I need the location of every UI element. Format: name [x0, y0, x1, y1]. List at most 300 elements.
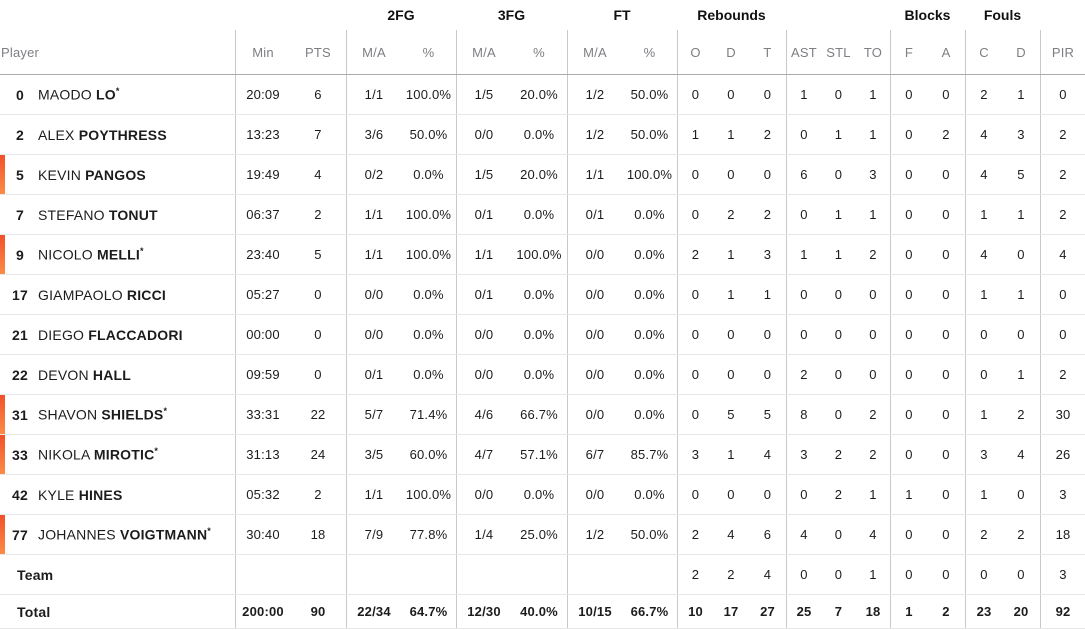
jersey-number: 31: [12, 406, 28, 423]
stat-pts: [290, 555, 346, 594]
stat-ftp: 0.0%: [634, 287, 665, 302]
stat-pts: 2: [314, 487, 322, 502]
stat-to: 1: [869, 207, 877, 222]
stat-rt: 0: [763, 327, 772, 342]
player-first-name: SHAVON: [38, 406, 98, 423]
stat-pts: 22: [310, 407, 326, 422]
stat-ro: 0: [677, 355, 713, 394]
stat-pir: 2: [1040, 155, 1085, 194]
player-first-name: DIEGO: [38, 326, 85, 343]
player-row[interactable]: [0, 315, 1085, 355]
group-spacer: [1040, 0, 1085, 30]
stat-ro: 3: [677, 435, 713, 474]
stat-ftp: 50.0%: [630, 87, 669, 102]
player-last-name: HALL: [92, 366, 132, 383]
stat-ftp: 50.0%: [630, 127, 669, 142]
stat-fg2p: 77.8%: [409, 527, 448, 542]
stat-ba: 0: [942, 567, 950, 582]
stat-pir: 18: [1040, 515, 1085, 554]
stat-min: 05:32: [235, 475, 290, 514]
stat-fg3p: 20.0%: [520, 167, 558, 182]
total-row-label-cell: [0, 595, 235, 628]
stat-stl: 2: [834, 447, 843, 462]
stat-stl: 1: [834, 127, 843, 142]
col-header-blk-a: A: [941, 44, 951, 60]
stat-ba: 2: [942, 604, 950, 619]
stat-ro: 0: [677, 275, 713, 314]
stat-fd: 20: [1013, 604, 1029, 619]
stat-fg3p: 57.1%: [520, 447, 558, 462]
stat-ftp: 100.0%: [626, 167, 673, 182]
player-first-name: NICOLO: [38, 246, 93, 263]
stat-fd: 0: [1017, 487, 1025, 502]
stat-rd: 4: [727, 527, 735, 542]
stat-rd: 1: [727, 287, 735, 302]
player-row[interactable]: [0, 355, 1085, 395]
team-row-label: Team: [17, 566, 54, 583]
stat-pts: 7: [314, 127, 322, 142]
player-cell: [0, 275, 235, 314]
col-header-min: Min: [235, 30, 290, 74]
stat-ro: 2: [677, 515, 713, 554]
col-header-pts: PTS: [305, 44, 331, 60]
player-cell: [0, 75, 235, 114]
stat-fg3: 1/4: [456, 515, 511, 554]
stat-min: 05:27: [235, 275, 290, 314]
stat-ft: 1/2: [567, 115, 622, 154]
stat-pir: 2: [1040, 355, 1085, 394]
player-name: [38, 526, 211, 543]
stat-to: 2: [869, 247, 877, 262]
stat-fc: 0: [965, 315, 1002, 354]
stat-pir: 0: [1040, 275, 1085, 314]
stat-ft: 10/15: [567, 595, 622, 628]
stat-ftp: 0.0%: [634, 207, 665, 222]
stat-min: 31:13: [235, 435, 290, 474]
stat-fg3: 1/5: [456, 155, 511, 194]
stat-fg3: [456, 555, 511, 594]
stat-fg3p: 0.0%: [523, 367, 555, 382]
player-last-name: MELLI: [96, 246, 140, 263]
starter-asterisk: *: [163, 406, 168, 417]
jersey-number: 0: [16, 86, 24, 103]
player-first-name: KYLE: [38, 486, 75, 503]
player-first-name: DEVON: [38, 366, 89, 383]
stat-stl: 0: [834, 167, 843, 182]
player-row[interactable]: [0, 75, 1085, 115]
stat-fg3: 0/0: [456, 355, 511, 394]
stat-fg2: 0/2: [346, 155, 401, 194]
stat-ro: 1: [677, 115, 713, 154]
stat-fg3p: [511, 555, 567, 594]
stat-fd: 0: [1017, 567, 1025, 582]
player-last-name: LO: [95, 86, 116, 103]
stat-pts: 2: [314, 207, 322, 222]
on-court-indicator: [0, 515, 5, 554]
starter-asterisk: *: [154, 446, 159, 457]
stat-pir: 4: [1040, 235, 1085, 274]
player-last-name: SHIELDS: [101, 406, 164, 423]
stat-bf: 0: [890, 115, 927, 154]
stat-ft: 0/0: [567, 475, 622, 514]
stat-fg2p: [401, 555, 456, 594]
stat-fg3p: 25.0%: [520, 527, 558, 542]
stat-fc: 1: [965, 275, 1002, 314]
jersey-number: 5: [16, 166, 24, 183]
stat-fg2p: 100.0%: [405, 87, 452, 102]
stat-rd: 17: [723, 604, 739, 619]
stat-rd: 2: [727, 207, 735, 222]
player-name: [38, 406, 167, 423]
group-header-row: [0, 0, 1085, 30]
stat-rt: 6: [763, 527, 772, 542]
stat-ft: 0/0: [567, 355, 622, 394]
stat-pts: 0: [314, 367, 322, 382]
player-row[interactable]: [0, 195, 1085, 235]
player-cell: [0, 515, 235, 554]
stat-rt: 1: [763, 287, 772, 302]
stat-bf: 0: [890, 355, 927, 394]
stat-pir: 2: [1040, 195, 1085, 234]
stat-bf: 0: [890, 515, 927, 554]
player-row[interactable]: [0, 275, 1085, 315]
team-row-label-cell: [0, 555, 235, 594]
stat-fc: 1: [965, 475, 1002, 514]
stat-fg2: 0/0: [346, 315, 401, 354]
stat-fc: 0: [965, 355, 1002, 394]
stat-bf: 1: [890, 595, 927, 628]
stat-fg2: 3/5: [346, 435, 401, 474]
stat-fd: 1: [1017, 367, 1025, 382]
stat-to: 2: [869, 407, 877, 422]
stat-rd: 0: [727, 367, 735, 382]
stat-fd: 1: [1017, 207, 1025, 222]
stat-stl: 7: [834, 604, 843, 619]
stat-ba: 0: [942, 447, 950, 462]
stat-ast: 0: [786, 115, 821, 154]
player-name: [38, 246, 144, 263]
stat-rt: 2: [763, 127, 772, 142]
player-row[interactable]: [0, 435, 1085, 475]
stat-rd: 0: [727, 167, 735, 182]
stat-min: 13:23: [235, 115, 290, 154]
stat-fg2p: 71.4%: [409, 407, 448, 422]
player-cell: [0, 115, 235, 154]
stat-fg3p: 100.0%: [516, 247, 562, 262]
col-header-2fg-ma: M/A: [346, 30, 401, 74]
stat-to: 18: [865, 604, 881, 619]
player-name: [38, 127, 167, 143]
stat-rt: 5: [763, 407, 772, 422]
stat-ftp: [622, 555, 677, 594]
stat-fg2p: 0.0%: [413, 327, 444, 342]
stat-ft: [567, 555, 622, 594]
stat-ro: 0: [677, 315, 713, 354]
stat-fg3p: 20.0%: [520, 87, 558, 102]
stat-stl: 0: [834, 407, 843, 422]
stat-fg2: 3/6: [346, 115, 401, 154]
col-header-reb-d: D: [726, 44, 736, 60]
jersey-number: 77: [12, 526, 28, 543]
stat-fg2p: 64.7%: [409, 604, 448, 619]
stat-to: 0: [869, 327, 877, 342]
player-name: [38, 287, 166, 303]
stat-ft: 1/1: [567, 155, 622, 194]
stat-rd: 5: [727, 407, 735, 422]
stat-ro: 0: [677, 475, 713, 514]
player-cell: [0, 355, 235, 394]
stat-min: [235, 555, 290, 594]
stat-to: 1: [869, 87, 877, 102]
stat-ba: 0: [942, 287, 950, 302]
stat-min: 200:00: [235, 595, 290, 628]
stat-fg2p: 0.0%: [413, 367, 444, 382]
stat-fg3p: 66.7%: [520, 407, 558, 422]
col-header-stl: STL: [826, 44, 851, 60]
player-last-name: POYTHRESS: [78, 126, 167, 143]
player-name: [38, 446, 158, 463]
stat-bf: 1: [890, 475, 927, 514]
stat-fg3p: 0.0%: [523, 287, 555, 302]
jersey-number: 21: [12, 326, 28, 343]
stat-fd: 1: [1017, 287, 1025, 302]
player-first-name: STEFANO: [38, 206, 105, 223]
col-header-blk-f: F: [890, 30, 927, 74]
stat-ft: 0/0: [567, 395, 622, 434]
stat-pir: 2: [1040, 115, 1085, 154]
stat-min: 20:09: [235, 75, 290, 114]
player-first-name: GIAMPAOLO: [38, 286, 123, 303]
player-row[interactable]: [0, 235, 1085, 275]
stat-fc: 4: [965, 235, 1002, 274]
jersey-number: 2: [16, 126, 24, 143]
on-court-indicator: [0, 155, 5, 194]
stat-rd: 1: [727, 447, 735, 462]
stat-fg3: 0/0: [456, 115, 511, 154]
stat-fd: 5: [1017, 167, 1025, 182]
stat-stl: 0: [834, 327, 843, 342]
starter-asterisk: *: [139, 246, 144, 257]
stat-fg2: [346, 555, 401, 594]
stat-fg2: 1/1: [346, 235, 401, 274]
player-first-name: KEVIN: [38, 166, 82, 183]
stat-fg2: 0/1: [346, 355, 401, 394]
stat-to: 3: [869, 167, 877, 182]
stat-pts: 5: [314, 247, 322, 262]
player-row[interactable]: [0, 115, 1085, 155]
player-cell: [0, 155, 235, 194]
col-header-reb-t: T: [763, 44, 772, 60]
col-header-3fg-pct: %: [533, 44, 545, 60]
stat-fc: 2: [965, 75, 1002, 114]
player-cell: [0, 315, 235, 354]
total-row: [0, 595, 1085, 629]
stat-stl: 0: [834, 87, 843, 102]
stat-fg2p: 100.0%: [405, 487, 452, 502]
stat-fc: 0: [965, 555, 1002, 594]
starter-asterisk: *: [207, 526, 211, 537]
stat-ftp: 50.0%: [630, 527, 669, 542]
stat-rt: 4: [763, 447, 772, 462]
stat-ftp: 0.0%: [634, 247, 665, 262]
player-row[interactable]: [0, 395, 1085, 435]
stat-rt: 4: [763, 567, 772, 582]
stat-ftp: 0.0%: [634, 367, 665, 382]
stat-ast: 3: [786, 435, 821, 474]
player-last-name: MIROTIC: [93, 446, 155, 463]
group-header-rebounds: Rebounds: [697, 7, 766, 23]
stat-to: 1: [869, 487, 877, 502]
stat-to: 1: [869, 567, 877, 582]
stat-stl: 1: [834, 247, 843, 262]
player-row[interactable]: [0, 475, 1085, 515]
stat-ba: 0: [942, 327, 950, 342]
stat-fg2: 0/0: [346, 275, 401, 314]
jersey-number: 7: [16, 206, 24, 223]
player-first-name: ALEX: [38, 126, 75, 143]
stat-ba: 0: [942, 407, 950, 422]
stat-min: 30:40: [235, 515, 290, 554]
player-last-name: RICCI: [126, 286, 167, 303]
stat-ast: 2: [786, 355, 821, 394]
on-court-indicator: [0, 395, 5, 434]
stat-ast: 8: [786, 395, 821, 434]
player-last-name: HINES: [78, 486, 123, 503]
stat-fd: 4: [1017, 447, 1025, 462]
on-court-indicator: [0, 435, 5, 474]
jersey-number: 42: [12, 486, 28, 503]
jersey-number: 17: [12, 286, 28, 303]
player-name: [38, 487, 123, 503]
stat-fg3: 4/6: [456, 395, 511, 434]
col-header-pir: PIR: [1040, 30, 1085, 74]
stat-min: 23:40: [235, 235, 290, 274]
stat-pir: 3: [1040, 475, 1085, 514]
stat-ftp: 0.0%: [634, 327, 665, 342]
stat-pts: 4: [314, 167, 322, 182]
stat-ro: 2: [677, 235, 713, 274]
stat-rt: 0: [763, 367, 772, 382]
stat-ro: 0: [677, 155, 713, 194]
stat-pts: 90: [310, 604, 326, 619]
col-header-ast: AST: [786, 30, 821, 74]
stat-fc: 23: [965, 595, 1002, 628]
stat-pir: 30: [1040, 395, 1085, 434]
stat-rd: 0: [727, 87, 735, 102]
stat-fg3: 1/5: [456, 75, 511, 114]
stat-bf: 0: [890, 275, 927, 314]
stat-fg3p: 40.0%: [520, 604, 558, 619]
stat-rd: 1: [727, 247, 735, 262]
stat-min: 19:49: [235, 155, 290, 194]
stat-min: 09:59: [235, 355, 290, 394]
stat-rt: 3: [763, 247, 772, 262]
player-cell: [0, 395, 235, 434]
stat-bf: 0: [890, 235, 927, 274]
stat-fg3p: 0.0%: [523, 127, 555, 142]
jersey-number: 9: [16, 246, 24, 263]
player-last-name: FLACCADORI: [88, 326, 183, 343]
stat-pir: 92: [1040, 595, 1085, 628]
player-name: [38, 207, 158, 223]
stat-bf: 0: [890, 555, 927, 594]
stat-ast: 0: [786, 315, 821, 354]
player-name: [38, 86, 120, 103]
player-first-name: JOHANNES: [38, 526, 116, 543]
stat-fg2: 5/7: [346, 395, 401, 434]
col-header-to: TO: [863, 44, 883, 60]
stat-rd: 0: [727, 327, 735, 342]
stat-ba: 0: [942, 247, 950, 262]
column-header-row: [0, 30, 1085, 75]
stat-fg2: 1/1: [346, 475, 401, 514]
stat-fd: 2: [1017, 527, 1025, 542]
player-row[interactable]: [0, 515, 1085, 555]
stat-fg3p: 0.0%: [523, 327, 555, 342]
stat-bf: 0: [890, 435, 927, 474]
stat-fc: 3: [965, 435, 1002, 474]
stat-rt: 0: [763, 167, 772, 182]
player-name: [38, 327, 183, 343]
stat-fg2p: 0.0%: [413, 287, 444, 302]
stat-ast: 0: [786, 555, 821, 594]
stat-fg2: 22/34: [346, 595, 401, 628]
stat-fc: 4: [965, 155, 1002, 194]
player-row[interactable]: [0, 155, 1085, 195]
stat-fd: 0: [1017, 247, 1025, 262]
stat-ba: 0: [942, 527, 950, 542]
stat-rd: 1: [727, 127, 735, 142]
stat-ro: 0: [677, 195, 713, 234]
col-header-reb-o: O: [677, 30, 713, 74]
team-row: [0, 555, 1085, 595]
stat-ftp: 85.7%: [630, 447, 669, 462]
jersey-number: 33: [12, 446, 28, 463]
stat-fg2p: 100.0%: [405, 207, 452, 222]
stat-ftp: 66.7%: [630, 604, 669, 619]
player-cell: [0, 235, 235, 274]
group-header-2fg: 2FG: [387, 7, 415, 23]
table-body: [0, 75, 1085, 629]
stat-pts: 18: [310, 527, 326, 542]
stat-bf: 0: [890, 195, 927, 234]
stat-pir: 0: [1040, 315, 1085, 354]
stat-stl: 0: [834, 287, 843, 302]
player-name: [38, 367, 131, 383]
stat-ba: 0: [942, 207, 950, 222]
player-last-name: VOIGTMANN: [119, 526, 208, 543]
stat-ast: 0: [786, 275, 821, 314]
stat-ast: 1: [786, 235, 821, 274]
stat-pir: 26: [1040, 435, 1085, 474]
stat-fg3: 0/0: [456, 475, 511, 514]
stat-stl: 0: [834, 527, 843, 542]
stat-pir: 3: [1040, 555, 1085, 594]
stat-fd: 2: [1017, 407, 1025, 422]
group-spacer: [0, 0, 346, 30]
stat-to: 1: [869, 127, 877, 142]
stat-ft: 0/0: [567, 235, 622, 274]
stat-fd: 3: [1017, 127, 1025, 142]
player-last-name: TONUT: [108, 206, 158, 223]
col-header-ft-pct: %: [643, 44, 656, 60]
player-cell: [0, 475, 235, 514]
stat-ft: 0/1: [567, 195, 622, 234]
stat-min: 33:31: [235, 395, 290, 434]
stat-ba: 2: [942, 127, 950, 142]
stat-ft: 1/2: [567, 515, 622, 554]
stat-ba: 0: [942, 167, 950, 182]
